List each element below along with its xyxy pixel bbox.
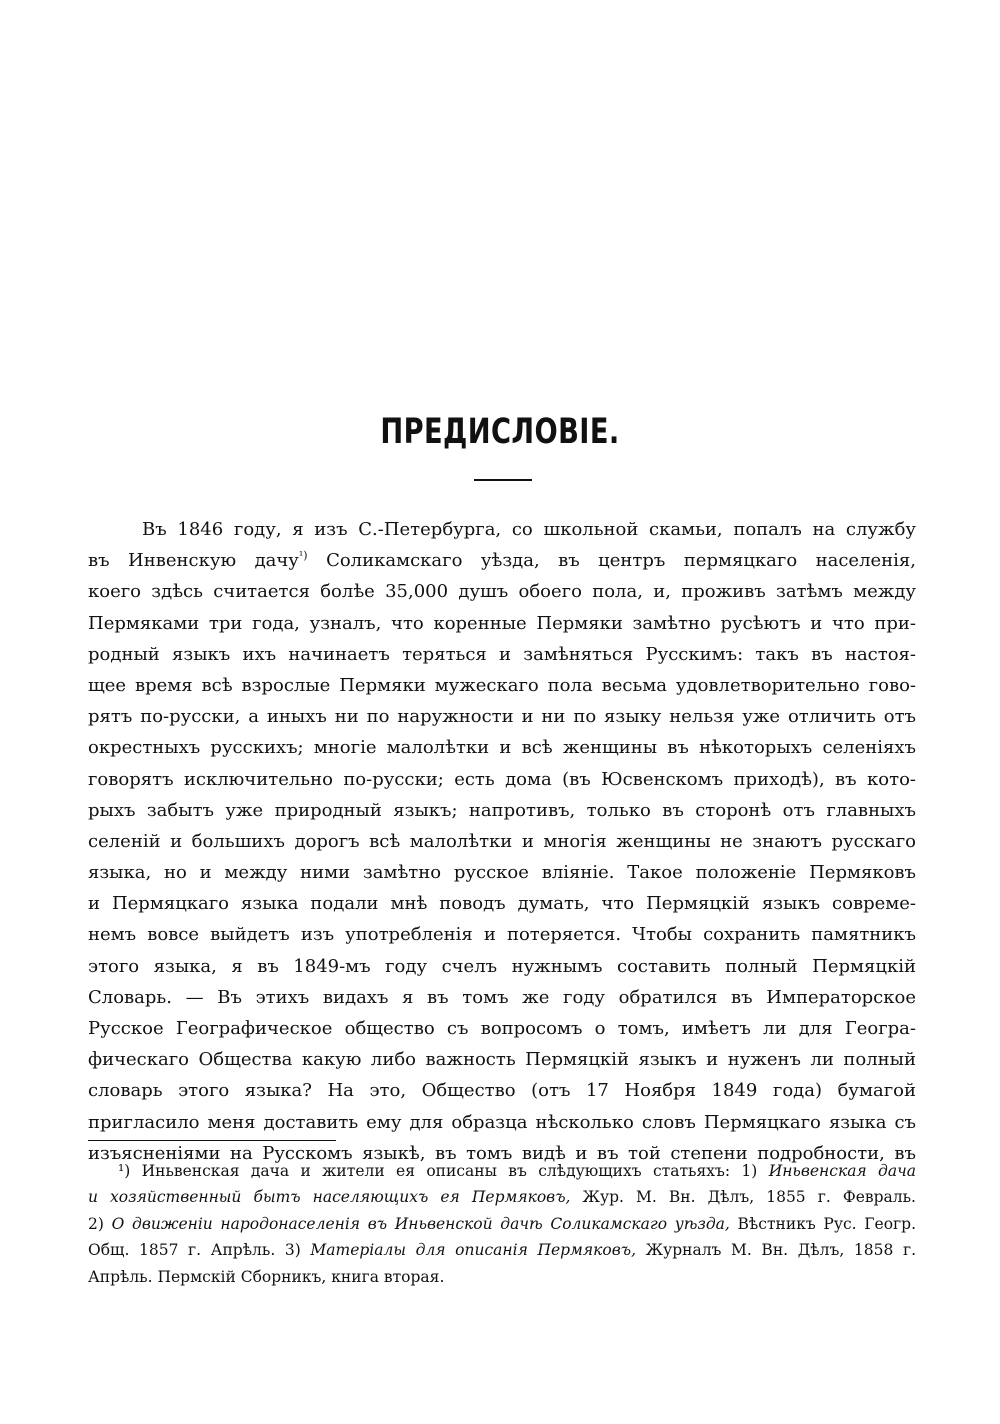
footnotes bbox=[88, 1158, 916, 1290]
body-line bbox=[88, 545, 916, 576]
footnote-line bbox=[88, 1237, 916, 1263]
footnote-text: ¹) Иньвенская дача и жители ея описаны въ слѣдующихъ статьяхъ: 1) bbox=[118, 1162, 758, 1180]
footnote-divider bbox=[88, 1140, 336, 1141]
footnote-text: Журналъ М. Вн. Дѣлъ, 1858 г. bbox=[645, 1241, 916, 1260]
body-line: окрестныхъ русскихъ; многіе малолѣтки и всѣ женщины въ нѣкоторыхъ селеніяхъ bbox=[88, 737, 916, 759]
body-line: говорятъ исключительно по-русски; есть дома (въ Юсвенскомъ приходѣ), въ кото- bbox=[88, 768, 916, 790]
footnote-text: 2) bbox=[88, 1214, 104, 1233]
body-text: въ Инвенскую дачу bbox=[88, 550, 299, 572]
footnote-text: Жур. М. Вн. Дѣлъ, 1855 г. Февраль. bbox=[582, 1188, 916, 1207]
body-line: рыхъ забытъ уже природный языкъ; напротивъ, только въ сторонѣ отъ главныхъ bbox=[88, 799, 916, 821]
title-divider bbox=[474, 479, 532, 481]
footnote-line bbox=[88, 1158, 916, 1184]
body-line: Словарь. — Въ этихъ видахъ я въ томъ же году обратился въ Императорское bbox=[88, 986, 916, 1008]
body-line: и Пермяцкаго языка подали мнѣ поводъ думать, что Пермяцкій языкъ совреме- bbox=[88, 893, 916, 915]
footnote-line bbox=[88, 1184, 916, 1210]
body-line: коего здѣсь считается болѣе 35,000 душъ обоего пола, и, проживъ затѣмъ между bbox=[88, 581, 916, 603]
preface-body bbox=[88, 514, 916, 1169]
body-line: фическаго Общества какую либо важность Пермяцкій языкъ и нуженъ ли полный bbox=[88, 1049, 916, 1071]
footnote-line: Апрѣль. Пермскій Сборникъ, книга вторая. bbox=[88, 1267, 445, 1286]
body-text: Соликамскаго уѣзда, въ центръ пермяцкаго населенія, bbox=[326, 550, 916, 572]
body-line: языка, но и между ними замѣтно русское вліяніе. Такое положеніе Пермяковъ bbox=[88, 862, 916, 884]
body-line: словарь этого языка? На это, Общество (отъ 17 Ноября 1849 года) бумагой bbox=[88, 1080, 916, 1102]
footnote-italic: Матеріалы для описанія Пермяковъ, bbox=[310, 1241, 637, 1260]
body-line: этого языка, я въ 1849-мъ году счелъ нужнымъ составить полный Пермяцкій bbox=[88, 955, 916, 977]
footnote-text: Общ. 1857 г. Апрѣль. 3) bbox=[88, 1241, 301, 1260]
footnote-italic: О движеніи народонаселенія въ Иньвенской дачѣ Соликамскаго уѣзда, bbox=[111, 1214, 730, 1233]
body-line: селеній и большихъ дорогъ всѣ малолѣтки и многія женщины не знаютъ русскаго bbox=[88, 830, 916, 852]
body-line: Пермяками три года, узналъ, что коренные Пермяки замѣтно русѣютъ и что при- bbox=[88, 612, 916, 634]
footnote-line bbox=[88, 1211, 916, 1237]
body-line: щее время всѣ взрослые Пермяки мужескаго пола весьма удовлетворительно гово- bbox=[88, 674, 916, 696]
body-line: немъ вовсе выйдетъ изъ употребленія и потеряется. Чтобы сохранить памятникъ bbox=[88, 924, 916, 946]
body-line: рятъ по-русски, а иныхъ ни по наружности и ни по языку нельзя уже отличить отъ bbox=[88, 706, 916, 728]
footnote-ref: ¹) bbox=[298, 549, 308, 563]
body-line: пригласило меня доставить ему для образца нѣсколько словъ Пермяцкаго языка съ bbox=[88, 1111, 916, 1133]
body-line: изъясненіями на Русскомъ языкѣ, въ томъ видѣ и въ той степени подробности, въ bbox=[88, 1142, 916, 1164]
footnote-italic: и хозяйственный бытъ населяющихъ ея Пермяковъ, bbox=[88, 1188, 571, 1207]
footnote-italic: Иньвенская дача bbox=[768, 1162, 916, 1180]
footnote-text: Вѣстникъ Рус. Геогр. bbox=[737, 1214, 916, 1233]
body-line: Русское Географическое общество съ вопросомъ о томъ, имѣетъ ли для Геогра- bbox=[88, 1018, 916, 1039]
body-line: родный языкъ ихъ начинаетъ теряться и замѣняться Русскимъ: такъ въ настоя- bbox=[88, 643, 916, 665]
page-title: ПРЕДИСЛОВІЕ. bbox=[380, 412, 620, 452]
body-line: Въ 1846 году, я изъ С.-Петербурга, со школьной скамьи, попалъ на службу bbox=[142, 519, 916, 540]
